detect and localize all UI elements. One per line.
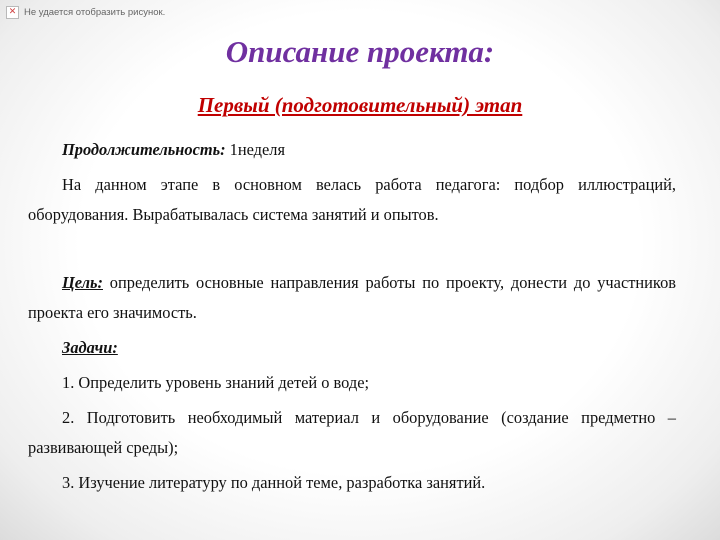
broken-image-text: Не удается отобразить рисунок. [24, 7, 166, 18]
broken-image-icon: ✕ [6, 6, 19, 19]
stage-description: На данном этапе в основном велась работа педагога: подбор иллюстраций, оборудования. Вырабатывалась система занятий и опытов. [28, 175, 676, 224]
goal-line [28, 268, 676, 328]
tasks-heading [28, 333, 676, 363]
goal-text: определить основные направления работы по проекту, донести до участников проекта его значимость. [28, 273, 676, 322]
duration-value: 1неделя [225, 140, 286, 159]
stage-subtitle: Первый (подготовительный) этап [197, 93, 523, 117]
tasks-label: Задачи: [62, 338, 118, 357]
broken-image-placeholder [6, 6, 165, 19]
slide-title: Описание проекта: [225, 34, 495, 69]
duration-line [28, 135, 676, 165]
task-item: 3. Изучение литературу по данной теме, разработка занятий. [62, 473, 486, 492]
duration-label: Продолжительность: [62, 140, 226, 159]
slide-body [28, 135, 676, 498]
task-item: 2. Подготовить необходимый материал и оборудование (создание предметно – развивающей среды); [28, 408, 676, 457]
task-item: 1. Определить уровень знаний детей о воде; [62, 373, 370, 392]
goal-label: Цель: [62, 273, 103, 292]
